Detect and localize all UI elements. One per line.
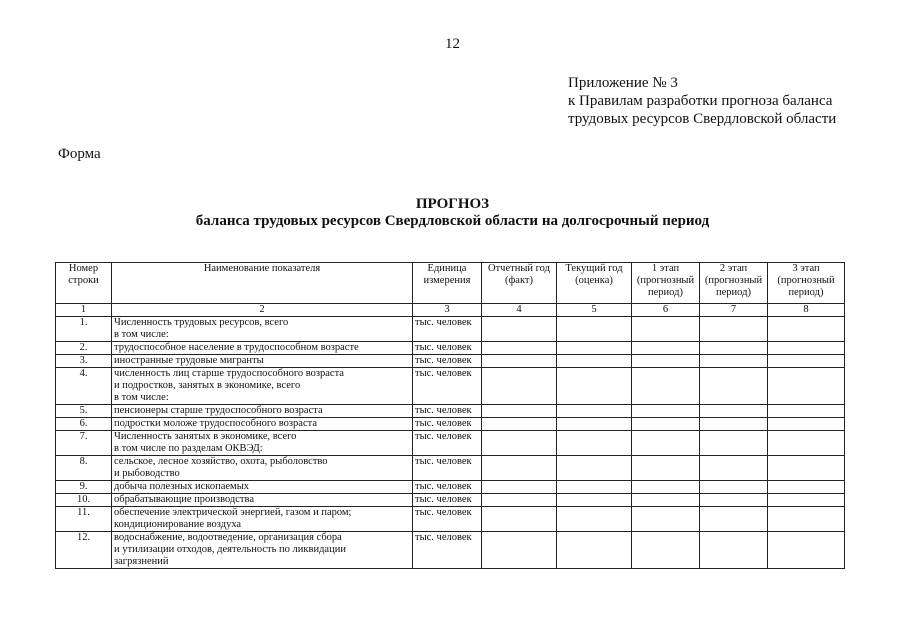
- indicator-name-cell: пенсионеры старше трудоспособного возраста: [112, 405, 413, 418]
- value-cell[interactable]: [768, 431, 845, 456]
- unit-cell: тыс. человек: [413, 418, 482, 431]
- value-cell[interactable]: [482, 355, 557, 368]
- value-cell[interactable]: [768, 317, 845, 342]
- column-number: 7: [700, 304, 768, 317]
- value-cell[interactable]: [768, 494, 845, 507]
- page-number: 12: [445, 36, 460, 52]
- indicator-name-cell: Численность занятых в экономике, всего в том числе по разделам ОКВЭД:: [112, 431, 413, 456]
- value-cell[interactable]: [700, 368, 768, 405]
- value-cell[interactable]: [557, 355, 632, 368]
- unit-cell: тыс. человек: [413, 342, 482, 355]
- value-cell[interactable]: [482, 342, 557, 355]
- table-row: [56, 342, 845, 355]
- value-cell[interactable]: [768, 355, 845, 368]
- value-cell[interactable]: [482, 431, 557, 456]
- unit-cell: тыс. человек: [413, 368, 482, 405]
- unit-cell: тыс. человек: [413, 456, 482, 481]
- value-cell[interactable]: [700, 507, 768, 532]
- title-line-2: баланса трудовых ресурсов Свердловской области на долгосрочный период: [195, 213, 710, 229]
- indicator-name-cell: обеспечение электрической энергией, газом и паром; кондиционирование воздуха: [112, 507, 413, 532]
- row-number-cell: 4.: [56, 368, 112, 405]
- indicator-name-cell: Численность трудовых ресурсов, всего в том числе:: [112, 317, 413, 342]
- row-number-cell: 5.: [56, 405, 112, 418]
- indicator-name-cell: добыча полезных ископаемых: [112, 481, 413, 494]
- row-number-cell: 2.: [56, 342, 112, 355]
- value-cell[interactable]: [557, 494, 632, 507]
- appendix-line-1: Приложение № 3: [568, 75, 678, 91]
- column-number: 4: [482, 304, 557, 317]
- row-number-cell: 11.: [56, 507, 112, 532]
- value-cell[interactable]: [632, 317, 700, 342]
- table-row: [56, 456, 845, 481]
- value-cell[interactable]: [632, 342, 700, 355]
- header-stage-3: 3 этап (прогнозный период): [768, 263, 845, 304]
- value-cell[interactable]: [632, 355, 700, 368]
- value-cell[interactable]: [768, 507, 845, 532]
- value-cell[interactable]: [557, 342, 632, 355]
- value-cell[interactable]: [700, 405, 768, 418]
- header-row: [56, 263, 845, 304]
- value-cell[interactable]: [700, 481, 768, 494]
- value-cell[interactable]: [557, 456, 632, 481]
- value-cell[interactable]: [632, 507, 700, 532]
- value-cell[interactable]: [700, 317, 768, 342]
- unit-cell: тыс. человек: [413, 431, 482, 456]
- table-row: [56, 355, 845, 368]
- column-number-row: [56, 304, 845, 317]
- table-row: [56, 431, 845, 456]
- form-label: Форма: [58, 146, 101, 162]
- table-row: [56, 317, 845, 342]
- value-cell[interactable]: [700, 355, 768, 368]
- value-cell[interactable]: [557, 507, 632, 532]
- value-cell[interactable]: [482, 317, 557, 342]
- value-cell[interactable]: [482, 456, 557, 481]
- value-cell[interactable]: [482, 481, 557, 494]
- value-cell[interactable]: [768, 481, 845, 494]
- header-stage-2: 2 этап (прогнозный период): [700, 263, 768, 304]
- table-row: [56, 507, 845, 532]
- appendix-note: [568, 74, 836, 128]
- row-number-cell: 12.: [56, 532, 112, 569]
- value-cell[interactable]: [632, 431, 700, 456]
- value-cell[interactable]: [557, 317, 632, 342]
- row-number-cell: 8.: [56, 456, 112, 481]
- column-number: 8: [768, 304, 845, 317]
- value-cell[interactable]: [768, 342, 845, 355]
- row-number-cell: 9.: [56, 481, 112, 494]
- table-row: [56, 494, 845, 507]
- header-indicator-name: Наименование показателя: [112, 263, 413, 304]
- appendix-line-2: к Правилам разработки прогноза баланса: [568, 93, 833, 109]
- indicator-name-cell: подростки моложе трудоспособного возраста: [112, 418, 413, 431]
- table-row: [56, 532, 845, 569]
- indicator-name-cell: трудоспособное население в трудоспособном возрасте: [112, 342, 413, 355]
- indicator-name-cell: иностранные трудовые мигранты: [112, 355, 413, 368]
- column-number: 3: [413, 304, 482, 317]
- value-cell[interactable]: [632, 532, 700, 569]
- indicator-name-cell: обрабатывающие производства: [112, 494, 413, 507]
- unit-cell: тыс. человек: [413, 355, 482, 368]
- indicator-name-cell: численность лиц старше трудоспособного возраста и подростков, занятых в экономике, всего в том числе:: [112, 368, 413, 405]
- column-number: 2: [112, 304, 413, 317]
- table-row: [56, 405, 845, 418]
- header-reporting-year: Отчетный год (факт): [482, 263, 557, 304]
- value-cell[interactable]: [482, 507, 557, 532]
- document-title: [0, 196, 905, 230]
- row-number-cell: 3.: [56, 355, 112, 368]
- table-row: [56, 368, 845, 405]
- value-cell[interactable]: [632, 405, 700, 418]
- value-cell[interactable]: [700, 456, 768, 481]
- value-cell[interactable]: [700, 494, 768, 507]
- value-cell[interactable]: [632, 494, 700, 507]
- title-line-1: ПРОГНОЗ: [415, 196, 490, 212]
- unit-cell: тыс. человек: [413, 405, 482, 418]
- value-cell[interactable]: [482, 418, 557, 431]
- column-number: 5: [557, 304, 632, 317]
- value-cell[interactable]: [482, 532, 557, 569]
- value-cell[interactable]: [482, 494, 557, 507]
- value-cell[interactable]: [557, 368, 632, 405]
- value-cell[interactable]: [768, 456, 845, 481]
- value-cell[interactable]: [632, 456, 700, 481]
- value-cell[interactable]: [482, 405, 557, 418]
- value-cell[interactable]: [632, 418, 700, 431]
- table-row: [56, 481, 845, 494]
- value-cell[interactable]: [768, 418, 845, 431]
- column-number: 1: [56, 304, 112, 317]
- row-number-cell: 6.: [56, 418, 112, 431]
- value-cell[interactable]: [700, 342, 768, 355]
- header-unit: Единица измерения: [413, 263, 482, 304]
- unit-cell: тыс. человек: [413, 317, 482, 342]
- header-stage-1: 1 этап (прогнозный период): [632, 263, 700, 304]
- unit-cell: тыс. человек: [413, 532, 482, 569]
- table-row: [56, 418, 845, 431]
- value-cell[interactable]: [557, 532, 632, 569]
- value-cell[interactable]: [557, 405, 632, 418]
- row-number-cell: 7.: [56, 431, 112, 456]
- forecast-table: [55, 262, 845, 569]
- indicator-name-cell: водоснабжение, водоотведение, организация сбора и утилизации отходов, деятельность по ликвидации загрязнений: [112, 532, 413, 569]
- unit-cell: тыс. человек: [413, 494, 482, 507]
- table-body: [56, 317, 845, 569]
- value-cell[interactable]: [632, 481, 700, 494]
- value-cell[interactable]: [700, 418, 768, 431]
- value-cell[interactable]: [632, 368, 700, 405]
- header-row-number: Номер строки: [56, 263, 112, 304]
- column-number: 6: [632, 304, 700, 317]
- value-cell[interactable]: [700, 431, 768, 456]
- header-current-year: Текущий год (оценка): [557, 263, 632, 304]
- value-cell[interactable]: [557, 481, 632, 494]
- indicator-name-cell: сельское, лесное хозяйство, охота, рыболовство и рыбоводство: [112, 456, 413, 481]
- value-cell[interactable]: [768, 532, 845, 569]
- appendix-line-3: трудовых ресурсов Свердловской области: [568, 111, 837, 127]
- value-cell[interactable]: [700, 532, 768, 569]
- value-cell[interactable]: [482, 368, 557, 405]
- unit-cell: тыс. человек: [413, 507, 482, 532]
- value-cell[interactable]: [768, 405, 845, 418]
- value-cell[interactable]: [557, 431, 632, 456]
- row-number-cell: 1.: [56, 317, 112, 342]
- value-cell[interactable]: [768, 368, 845, 405]
- value-cell[interactable]: [557, 418, 632, 431]
- row-number-cell: 10.: [56, 494, 112, 507]
- unit-cell: тыс. человек: [413, 481, 482, 494]
